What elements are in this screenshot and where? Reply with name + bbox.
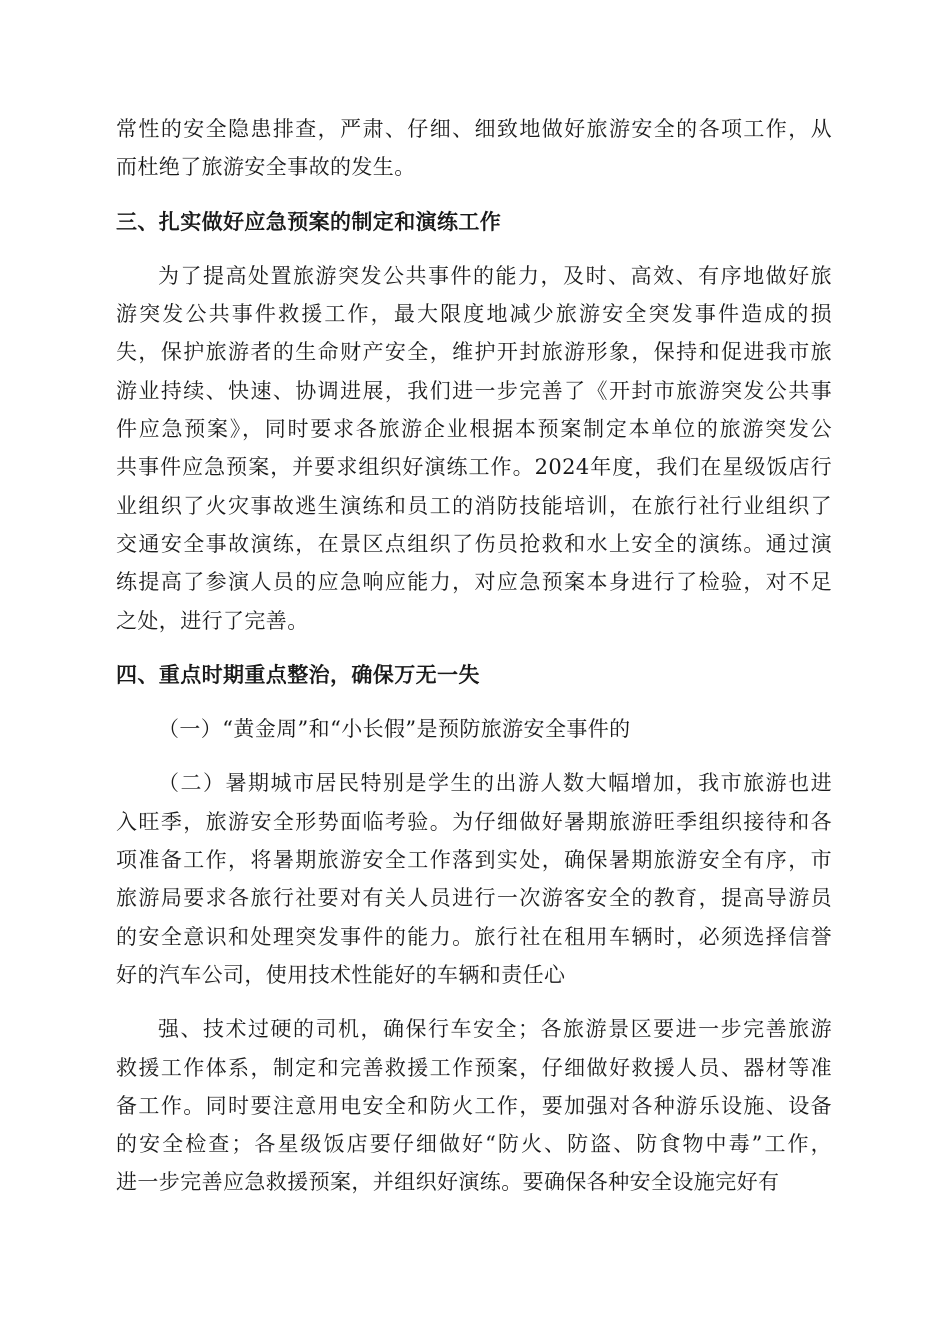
paragraph-line: 为了提高处置旅游突发公共事件的能力，及时、高效、有序地做好旅 [158, 263, 832, 288]
paragraph-line: 游突发公共事件救援工作，最大限度地减少旅游安全突发事件造成的损 [116, 302, 832, 327]
paragraph-line: 进一步完善应急救援预案，并组织好演练。要确保各种安全设施完好有 [116, 1170, 780, 1195]
paragraph-line: 共事件应急预案，并要求组织好演练工作。2024年度，我们在星级饭店行 [116, 455, 832, 480]
paragraph-line: 交通安全事故演练，在景区点组织了伤员抢救和水上安全的演练。通过演 [116, 531, 832, 556]
paragraph-line: 而杜绝了旅游安全事故的发生。 [116, 155, 416, 180]
paragraph-line: 强、技术过硬的司机，确保行车安全；各旅游景区要进一步完善旅游 [158, 1017, 832, 1042]
paragraph-line: 件应急预案》，同时要求各旅游企业根据本预案制定本单位的旅游突发公 [116, 417, 832, 442]
paragraph-1 [116, 110, 832, 187]
paragraph-4 [116, 764, 832, 994]
paragraph-line: 游业持续、快速、协调进展，我们进一步完善了《开封市旅游突发公共事 [116, 378, 832, 403]
paragraph-line: 之处，进行了完善。 [116, 608, 309, 633]
document-page [116, 110, 832, 1202]
paragraph-line: 的安全检查；各星级饭店要仔细做好“防火、防盗、防食物中毒”工作， [116, 1132, 832, 1157]
paragraph-line: 入旺季，旅游安全形势面临考验。为仔细做好暑期旅游旺季组织接待和各 [116, 809, 832, 834]
paragraph-3 [116, 710, 832, 748]
paragraph-line: 业组织了火灾事故逃生演练和员工的消防技能培训，在旅行社行业组织了 [116, 493, 832, 518]
paragraph-line: 的安全意识和处理突发事件的能力。旅行社在租用车辆时，必须选择信誉 [116, 924, 832, 949]
paragraph-2 [116, 257, 832, 640]
paragraph-line: 项准备工作，将暑期旅游安全工作落到实处，确保暑期旅游安全有序，市 [116, 848, 832, 873]
paragraph-line: 救援工作体系，制定和完善救援工作预案，仔细做好救援人员、器材等准 [116, 1055, 832, 1080]
paragraph-line: 失，保护旅游者的生命财产安全，维护开封旅游形象，保持和促进我市旅 [116, 340, 832, 365]
section-heading-4: 四、重点时期重点整治，确保万无一失 [116, 662, 480, 687]
paragraph-line: 旅游局要求各旅行社要对有关人员进行一次游客安全的教育，提高导游员 [116, 886, 832, 911]
paragraph-5 [116, 1010, 832, 1201]
section-heading-3: 三、扎实做好应急预案的制定和演练工作 [116, 209, 502, 234]
paragraph-line: 好的汽车公司，使用技术性能好的车辆和责任心 [116, 962, 566, 987]
paragraph-line: （二）暑期城市居民特别是学生的出游人数大幅增加，我市旅游也进 [158, 771, 832, 796]
paragraph-line: （一）“黄金周”和“小长假”是预防旅游安全事件的 [158, 717, 631, 742]
paragraph-line: 备工作。同时要注意用电安全和防火工作，要加强对各种游乐设施、设备 [116, 1093, 832, 1118]
paragraph-line: 练提高了参演人员的应急响应能力，对应急预案本身进行了检验，对不足 [116, 570, 832, 595]
paragraph-line: 常性的安全隐患排查，严肃、仔细、细致地做好旅游安全的各项工作，从 [116, 117, 832, 141]
